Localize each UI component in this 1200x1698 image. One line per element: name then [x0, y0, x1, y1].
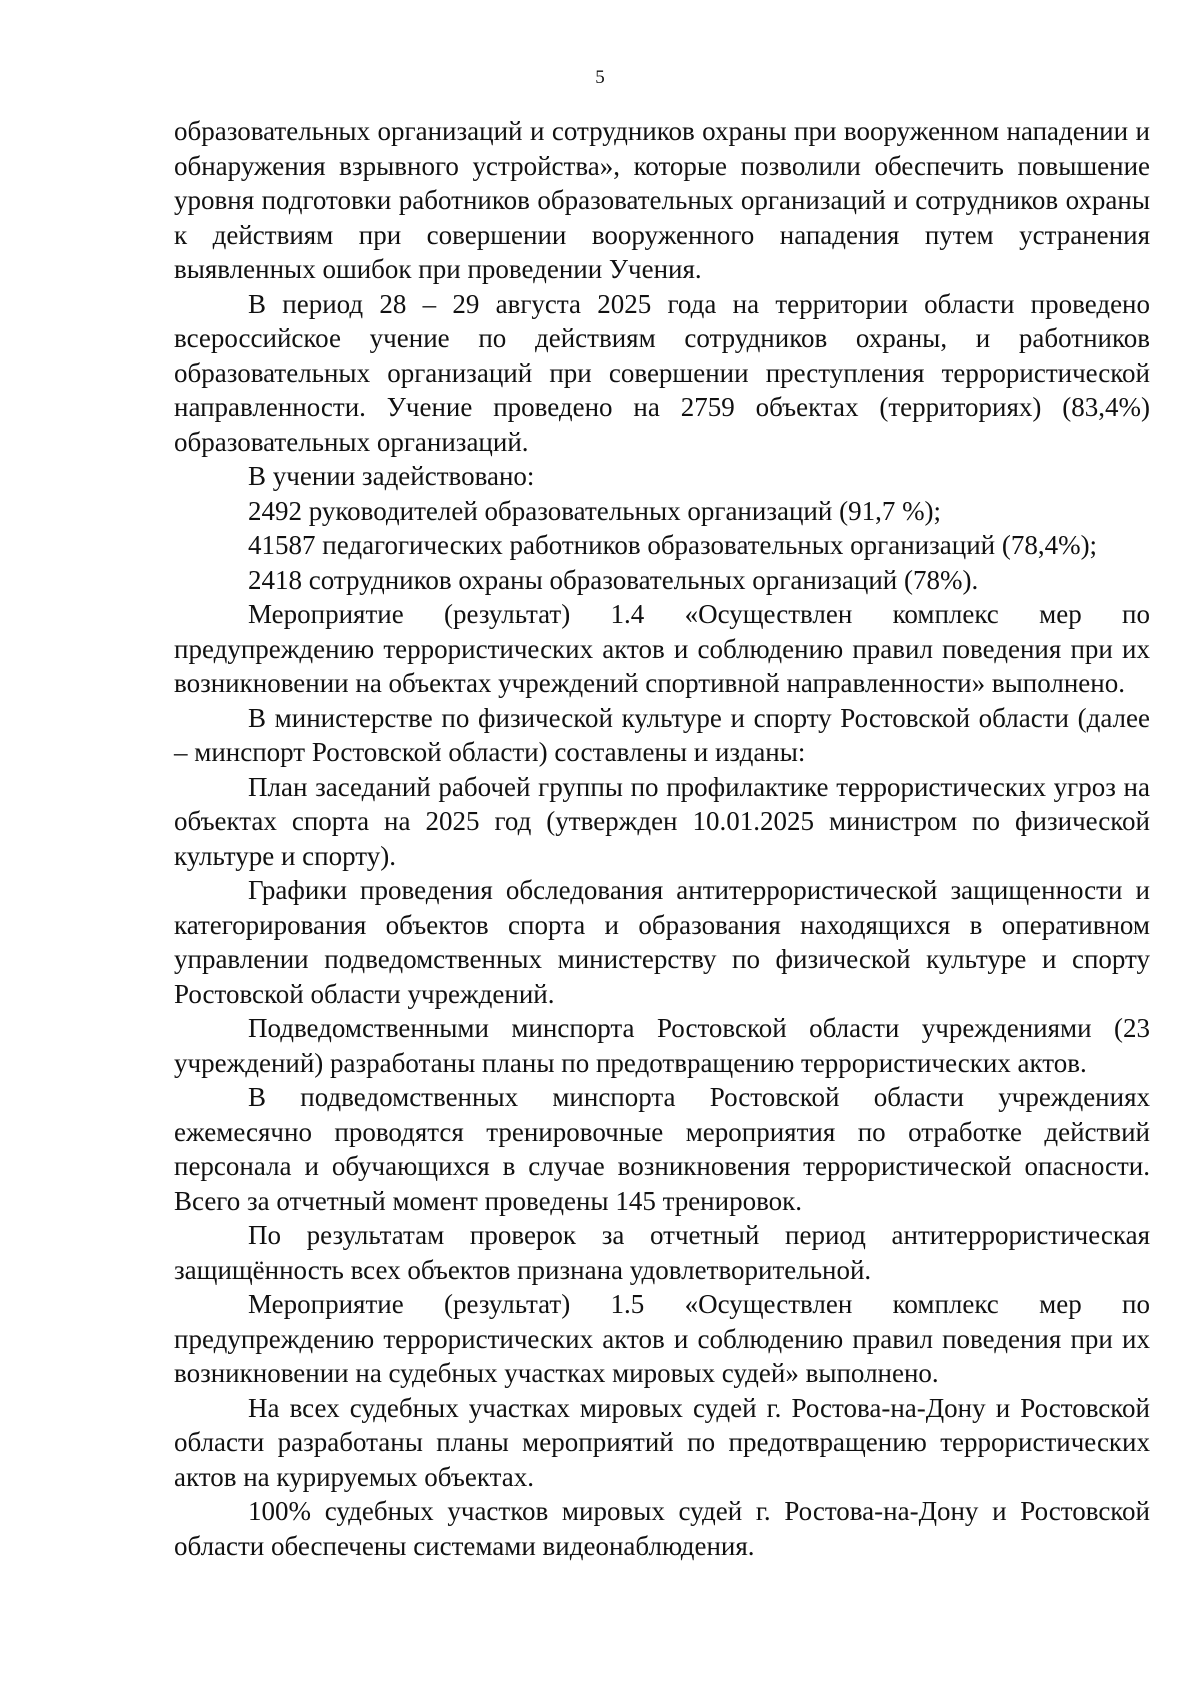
paragraph: Мероприятие (результат) 1.5 «Осуществлен комплекс мер по предупреждению террористических актов и соблюдению правил поведения при их возникновении на судебных участках мировых судей» выполнено.: [174, 1289, 1150, 1388]
paragraph: 100% судебных участков мировых судей г. Ростова-на-Дону и Ростовской области обеспечены системами видеонаблюдения.: [174, 1496, 1150, 1561]
paragraph: 2418 сотрудников охраны образовательных организаций (78%).: [248, 564, 979, 595]
paragraph: В подведомственных минспорта Ростовской области учреждениях ежемесячно проводятся тренировочные мероприятия по отработке действий персонала и обучающихся в случае возникновения террористической опасности. Всего за отчетный момент проведены 145 тренировок.: [174, 1082, 1150, 1216]
paragraph: В министерстве по физической культуре и спорту Ростовской области (далее – минспорт Ростовской области) составлены и изданы:: [174, 702, 1150, 767]
page-number: 5: [595, 67, 605, 88]
paragraph: 2492 руководителей образовательных организаций (91,7 %);: [248, 495, 942, 526]
paragraph: По результатам проверок за отчетный период антитеррористическая защищённость всех объектов признана удовлетворительной.: [174, 1220, 1150, 1285]
document-body: [174, 114, 1150, 1563]
paragraph: Графики проведения обследования антитеррористической защищенности и категорирования объектов спорта и образования находящихся в оперативном управлении подведомственных министерству по физической культуре и спорту Ростовской области учреждений.: [174, 875, 1150, 1009]
paragraph: Мероприятие (результат) 1.4 «Осуществлен комплекс мер по предупреждению террористических актов и соблюдению правил поведения при их возникновении на объектах учреждений спортивной направленности» выполнено.: [174, 599, 1150, 698]
paragraph: 41587 педагогических работников образовательных организаций (78,4%);: [248, 530, 1098, 560]
paragraph: В учении задействовано:: [248, 461, 535, 491]
paragraph: образовательных организаций и сотрудников охраны при вооруженном нападении и обнаружения взрывного устройства», которые позволили обеспечить повышение уровня подготовки работников образовательных организаций и сотрудников охраны к действиям при совершении вооруженного нападения путем устранения выявленных ошибок при проведении Учения.: [174, 116, 1150, 284]
paragraph: На всех судебных участках мировых судей г. Ростова-на-Дону и Ростовской области разработаны планы мероприятий по предотвращению террористических актов на курируемых объектах.: [174, 1392, 1150, 1492]
paragraph: Подведомственными минспорта Ростовской области учреждениями (23 учреждений) разработаны планы по предотвращению террористических актов.: [174, 1013, 1150, 1078]
paragraph: В период 28 – 29 августа 2025 года на территории области проведено всероссийское учение по действиям сотрудников охраны, и работников образовательных организаций при совершении преступления террористической направленности. Учение проведено на 2759 объектах (территориях) (83,4%) образовательных организаций.: [174, 288, 1150, 457]
paragraph: План заседаний рабочей группы по профилактике террористических угроз на объектах спорта на 2025 год (утвержден 10.01.2025 министром по физической культуре и спорту).: [174, 771, 1150, 871]
